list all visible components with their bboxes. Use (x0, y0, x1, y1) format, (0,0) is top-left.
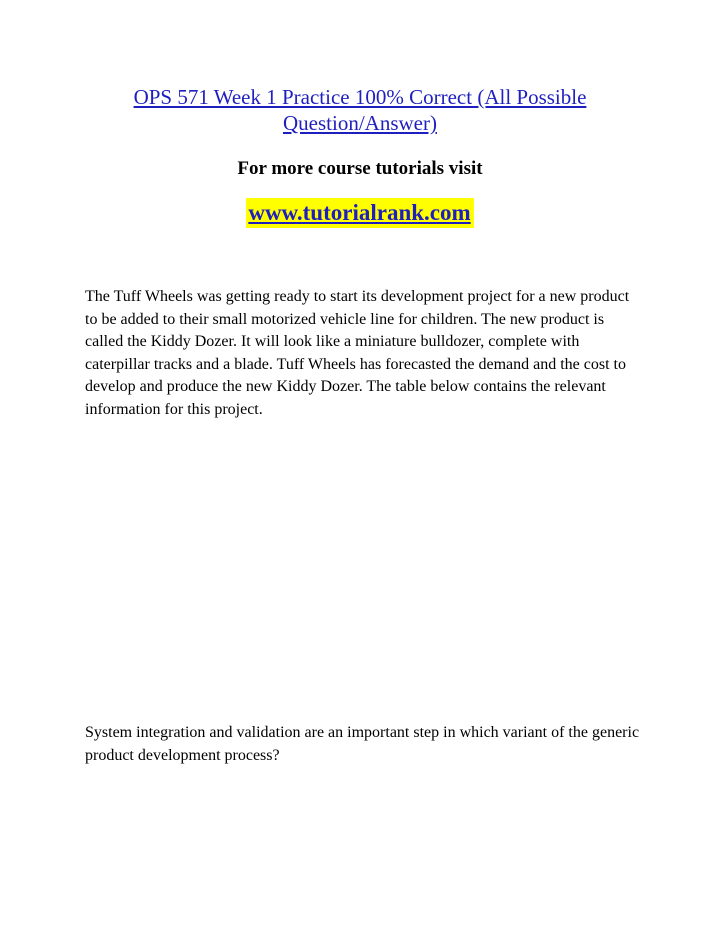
question-paragraph: System integration and validation are an important step in which variant of the generic product development process? (85, 724, 640, 764)
visit-prompt: For more course tutorials visit (237, 158, 483, 179)
website-link[interactable]: www.tutorialrank.com (246, 198, 473, 228)
website-line (0, 198, 720, 228)
document-title-link[interactable]: OPS 571 Week 1 Practice 100% Correct (All Possible Question/Answer) (133, 85, 587, 135)
intro-paragraph: The Tuff Wheels was getting ready to start its development project for a new product to be added to their small motorized vehicle line for children. The new product is called the Kiddy Dozer. It will look like a miniature bulldozer, complete with caterpillar tracks and a blade. Tuff Wheels has forecasted the demand and the cost to develop and produce the new Kiddy Dozer. The table below contains the relevant information for this project. (85, 288, 630, 418)
